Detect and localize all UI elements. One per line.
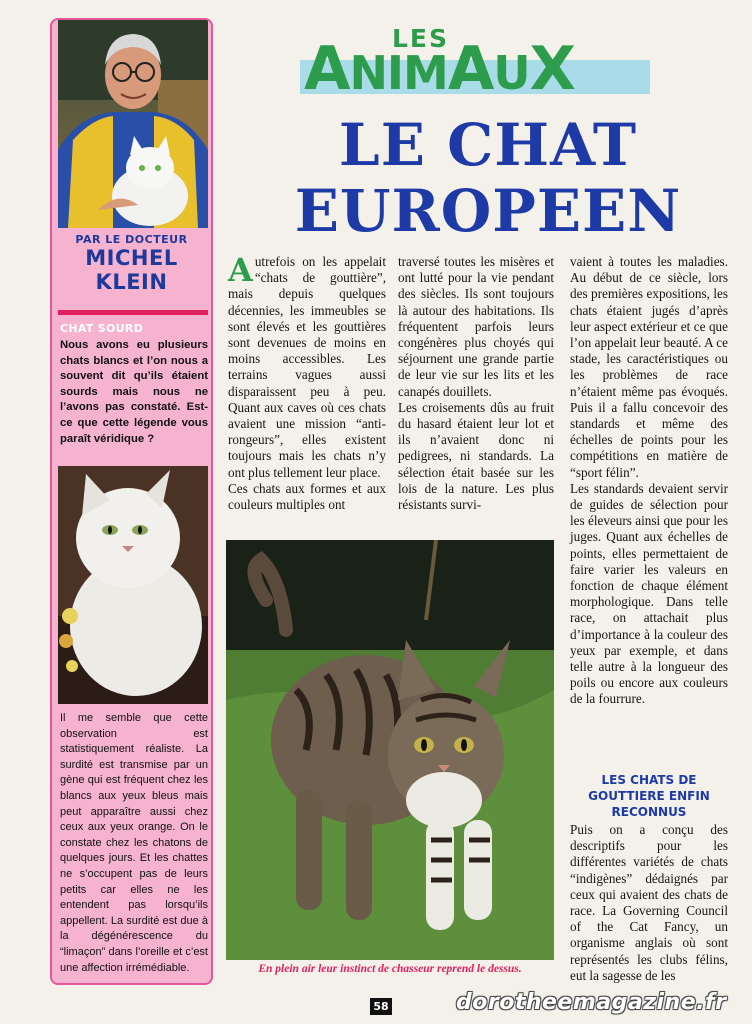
title-animaux	[304, 33, 575, 109]
article-paragraph	[228, 251, 386, 481]
persian-cat-photo	[58, 466, 208, 704]
article-paragraph: traversé toutes les misères et ont lutté pour la vie pendant des siècles. Ils sont toujours là autour des habitations. Ils fréquentent parfois leurs congénères plus choyés qui séjournent une grande partie de leur vie sur les lits et les canapés douillets.	[398, 254, 554, 399]
tabby-cat-illustration	[226, 540, 554, 960]
article-column-3-continued	[570, 822, 728, 984]
persian-cat-illustration	[58, 466, 208, 704]
article-title-line2: EUROPEEN	[294, 177, 682, 245]
article-column-3	[570, 254, 728, 708]
page-number: 58	[370, 998, 392, 1015]
article-paragraph: Puis on a conçu des descriptifs pour les différentes variétés de chats “indigènes” dédaignés par ceux qui avaient des chats de race. La Governing Council of the Cat Fancy, un organisme anglais où sont représentés les clubs félins, eut la sagesse de les	[570, 822, 728, 983]
author-photo-illustration	[58, 20, 208, 228]
sidebar-box	[50, 18, 213, 985]
title-animaux-letter: X	[529, 34, 575, 104]
author-last-name: KLEIN	[95, 270, 168, 294]
title-animaux-letter: NIM	[349, 46, 448, 100]
article-column-1	[228, 251, 386, 513]
title-animaux-letter: A	[304, 34, 350, 104]
reader-question: Nous avons eu plusieurs chats blancs et l’on nous a souvent dit qu’ils étaient sourds mais nous ne l’avons pas constaté. Est-ce que cette légende vous paraît véridique ?	[60, 339, 208, 445]
article-paragraph: Ces chats aux formes et aux couleurs multiples ont	[228, 480, 386, 513]
title-les: LES	[392, 24, 450, 53]
title-animaux-letter: A	[447, 34, 494, 104]
drop-cap: A	[228, 251, 253, 289]
article-title	[228, 112, 748, 244]
article-subhead: LES CHATS DE GOUTTIERE ENFIN RECONNUS	[588, 773, 710, 819]
sidebar-divider	[58, 310, 208, 315]
title-animaux-letter: U	[493, 46, 530, 100]
article-column-2	[398, 254, 554, 513]
photo-caption: En plein air leur instinct de chasseur reprend le dessus.	[258, 963, 522, 975]
article-paragraph: Les standards devaient servir de guides de sélection pour les éleveurs ainsi que pour les juges. Quant aux échelles de points, elles permettaient de faire varier les valeurs en fonction de chaque élément morphologique. Dans telle race, on attachait plus d’importance à la couleur des yeux par exemple, et dans telle autre à la longueur des poils ou encore aux couleurs de la fourrure.	[570, 480, 728, 707]
site-watermark: dorotheemagazine.fr	[456, 990, 727, 1015]
byline-prefix: PAR LE DOCTEUR	[75, 233, 188, 246]
article-text: utrefois on les appelait “chats de gouttière”, mais depuis quelques décennies, les immeubles se sont élevés et les gouttières sont devenues de moins en moins accessibles. Les terrains vagues aussi disparaissent peu à peu. Quant aux caves où ces chats avaient une mission “anti-rongeurs”, elles existent toujours mais les chats n’y ont plus tellement leur place.	[228, 254, 386, 480]
byline	[52, 233, 211, 294]
article-title-line1: LE CHAT	[338, 111, 638, 179]
author-first-name: MICHEL	[85, 246, 178, 270]
tabby-cat-photo	[226, 540, 554, 960]
article-paragraph: vaient à toutes les maladies. Au début de ce siècle, lors des premières expositions, les chats étaient jugés d’après leur aspect extérieur et ce que l’on appelait leur beauté. A ce stade, les caractéristiques ou les problèmes de race n’étaient même pas évoqués. Puis il a fallu concevoir des standards et même des échelles de points pour les compétitions en matière de “sport félin”.	[570, 254, 728, 480]
article-paragraph: Les croisements dûs au fruit du hasard étaient leur lot et ils n’avaient donc ni pedigrees, ni standards. La sélection était basée sur les lois de la nature. Les plus résistants survi-	[398, 399, 554, 513]
author-photo	[58, 20, 208, 228]
question-title: CHAT SOURD	[60, 322, 144, 335]
vet-answer: Il me semble que cette observation est statistiquement réaliste. La surdité est transmise par un gène qui est fréquent chez les blancs aux yeux bleus mais peut apparaître aussi chez ceux aux yeux orange. On le constate chez les chatons de quelques jours. Et les chattes ne s’occupent pas de leurs petits car elles ne les entendent pas lorsqu’ils appellent. La surdité est due à la dégénérescence du “limaçon” dans l’oreille et c’est une affection irrémédiable.	[60, 712, 208, 974]
